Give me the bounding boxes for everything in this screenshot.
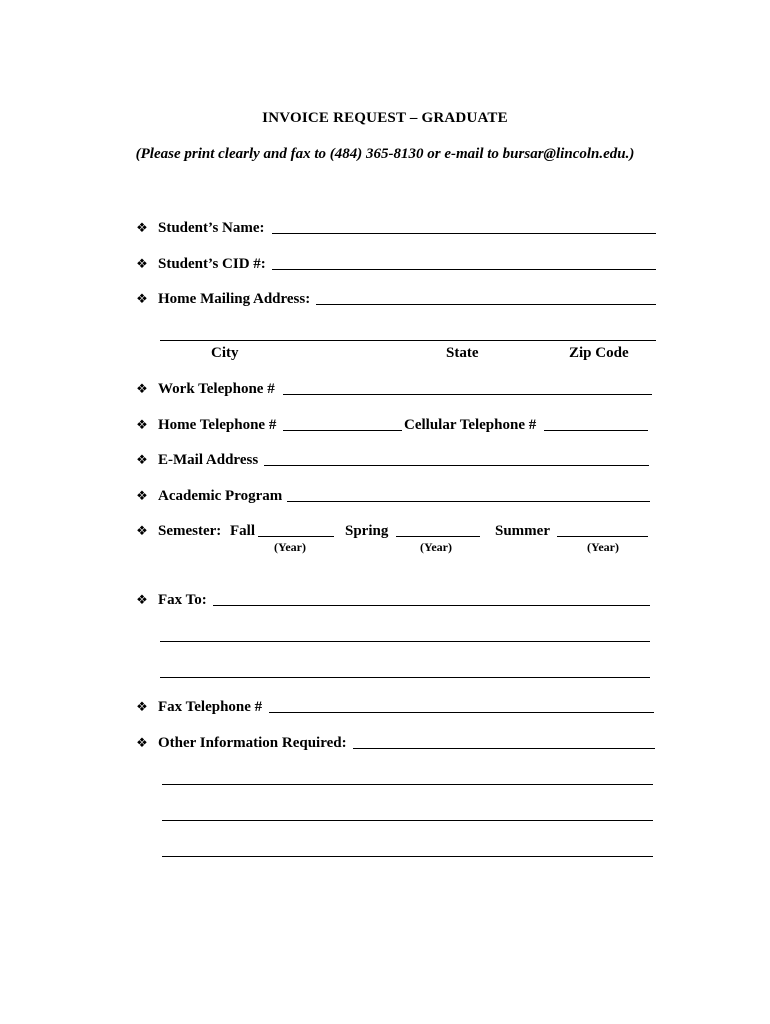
- email-field[interactable]: [264, 465, 649, 466]
- summer-label: Summer: [495, 523, 550, 539]
- diamond-bullet-icon: ❖: [136, 381, 148, 396]
- work-phone-field[interactable]: [283, 394, 652, 395]
- other-info-line-2[interactable]: [162, 784, 653, 785]
- home-address-field[interactable]: [316, 304, 656, 305]
- diamond-bullet-icon: ❖: [136, 699, 148, 714]
- home-phone-field[interactable]: [283, 430, 402, 431]
- spring-year-field[interactable]: [396, 536, 480, 537]
- diamond-bullet-icon: ❖: [136, 488, 148, 503]
- diamond-bullet-icon: ❖: [136, 220, 148, 235]
- student-name-label: Student’s Name:: [158, 220, 265, 236]
- spring-label: Spring: [345, 523, 389, 539]
- diamond-bullet-icon: ❖: [136, 452, 148, 467]
- cell-phone-field[interactable]: [544, 430, 648, 431]
- home-phone-label: Home Telephone #: [158, 417, 277, 433]
- academic-program-label: Academic Program: [158, 488, 283, 504]
- fax-to-label: Fax To:: [158, 592, 207, 608]
- diamond-bullet-icon: ❖: [136, 417, 148, 432]
- form-title: INVOICE REQUEST – GRADUATE: [262, 110, 508, 126]
- city-state-zip-field[interactable]: [160, 340, 656, 341]
- other-info-label: Other Information Required:: [158, 735, 347, 751]
- diamond-bullet-icon: ❖: [136, 523, 148, 538]
- other-info-line-3[interactable]: [162, 820, 653, 821]
- student-cid-label: Student’s CID #:: [158, 256, 266, 272]
- state-caption: State: [446, 345, 479, 361]
- student-cid-field[interactable]: [272, 269, 656, 270]
- summer-year-caption: (Year): [587, 540, 619, 554]
- city-caption: City: [211, 345, 239, 361]
- fax-phone-field[interactable]: [269, 712, 654, 713]
- spring-year-caption: (Year): [420, 540, 452, 554]
- fax-to-line-2[interactable]: [160, 641, 650, 642]
- fall-label: Fall: [230, 523, 255, 539]
- other-info-line-4[interactable]: [162, 856, 653, 857]
- diamond-bullet-icon: ❖: [136, 291, 148, 306]
- semester-label: Semester:: [158, 523, 222, 539]
- work-phone-label: Work Telephone #: [158, 381, 275, 397]
- fall-year-caption: (Year): [274, 540, 306, 554]
- student-name-field[interactable]: [272, 233, 656, 234]
- fall-year-field[interactable]: [258, 536, 334, 537]
- home-address-label: Home Mailing Address:: [158, 291, 311, 307]
- fax-phone-label: Fax Telephone #: [158, 699, 263, 715]
- diamond-bullet-icon: ❖: [136, 735, 148, 750]
- diamond-bullet-icon: ❖: [136, 256, 148, 271]
- other-info-field[interactable]: [353, 748, 655, 749]
- fax-to-line-3[interactable]: [160, 677, 650, 678]
- summer-year-field[interactable]: [557, 536, 648, 537]
- form-instructions: (Please print clearly and fax to (484) 365-8130 or e-mail to bursar@lincoln.edu.): [135, 146, 635, 162]
- academic-program-field[interactable]: [287, 501, 650, 502]
- cell-phone-label: Cellular Telephone #: [404, 417, 537, 433]
- email-label: E-Mail Address: [158, 452, 259, 468]
- zip-code-caption: Zip Code: [569, 345, 629, 361]
- fax-to-field[interactable]: [213, 605, 650, 606]
- diamond-bullet-icon: ❖: [136, 592, 148, 607]
